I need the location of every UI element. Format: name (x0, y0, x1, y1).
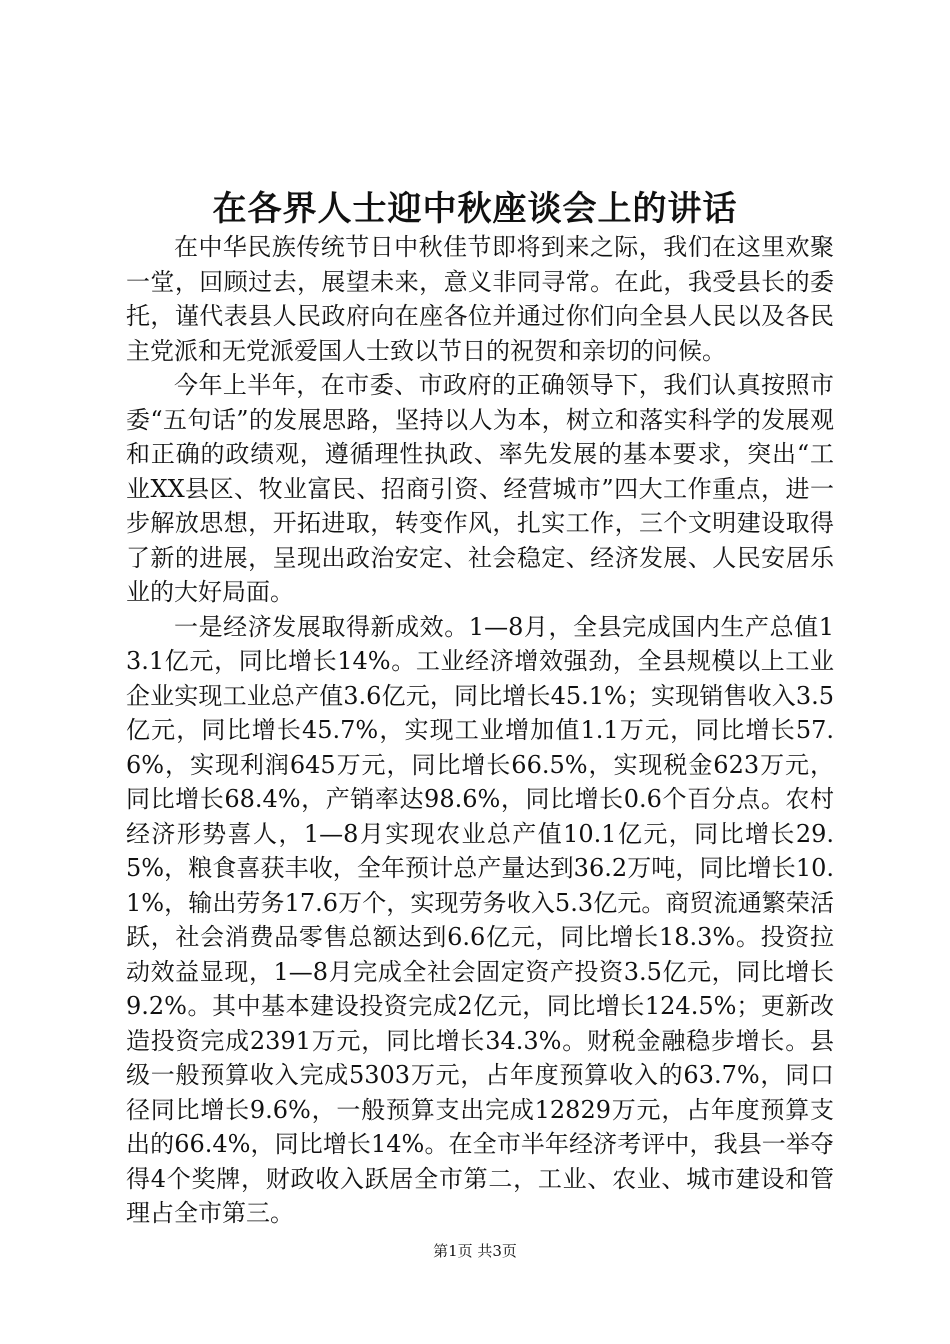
document-body (126, 230, 834, 1231)
paragraph-first-half-review: 今年上半年，在市委、市政府的正确领导下，我们认真按照市委“五句话”的发展思路，坚持以人为本，树立和落实科学的发展观和正确的政绩观，遵循理性执政、率先发展的基本要求，突出“工业XX县区、牧业富民、招商引资、经营城市”四大工作重点，进一步解放思想，开拓进取，转变作风，扎实工作，三个文明建设取得了新的进展，呈现出政治安定、社会稳定、经济发展、人民安居乐业的大好局面。 (126, 371, 834, 606)
paragraph-economic-results: 一是经济发展取得新成效。1—8月，全县完成国内生产总值13.1亿元，同比增长14%。工业经济增效强劲，全县规模以上工业企业实现工业总产值3.6亿元，同比增长45.1%；实现销售收入3.5亿元，同比增长45.7%，实现工业增加值1.1万元，同比增长57.6%，实现利润645万元，同比增长66.5%，实现税金623万元，同比增长68.4%，产销率达98.6%，同比增长0.6个百分点。农村经济形势喜人，1—8月实现农业总产值10.1亿元，同比增长29.5%，粮食喜获丰收，全年预计总产量达到36.2万吨，同比增长10.1%，输出劳务17.6万个，实现劳务收入5.3亿元。商贸流通繁荣活跃，社会消费品零售总额达到6.6亿元，同比增长18.3%。投资拉动效益显现，1—8月完成全社会固定资产投资3.5亿元，同比增长9.2%。其中基本建设投资完成2亿元，同比增长124.5%；更新改造投资完成2391万元，同比增长34.3%。财税金融稳步增长。县级一般预算收入完成5303万元，占年度预算收入的63.7%，同口径同比增长9.6%，一般预算支出完成12829万元，占年度预算支出的66.4%，同比增长14%。在全市半年经济考评中，我县一举夺得4个奖牌，财政收入跃居全市第二，工业、农业、城市建设和管理占全市第三。 (126, 612, 834, 1227)
paragraph-greeting: 在中华民族传统节日中秋佳节即将到来之际，我们在这里欢聚一堂，回顾过去，展望未来，意义非同寻常。在此，我受县长的委托，谨代表县人民政府向在座各位并通过你们向全县人民以及各民主党派和无党派爱国人士致以节日的祝贺和亲切的问候。 (126, 233, 834, 365)
page-footer: 第1页 共3页 (433, 1242, 517, 1260)
document-title: 在各界人士迎中秋座谈会上的讲话 (212, 189, 738, 229)
